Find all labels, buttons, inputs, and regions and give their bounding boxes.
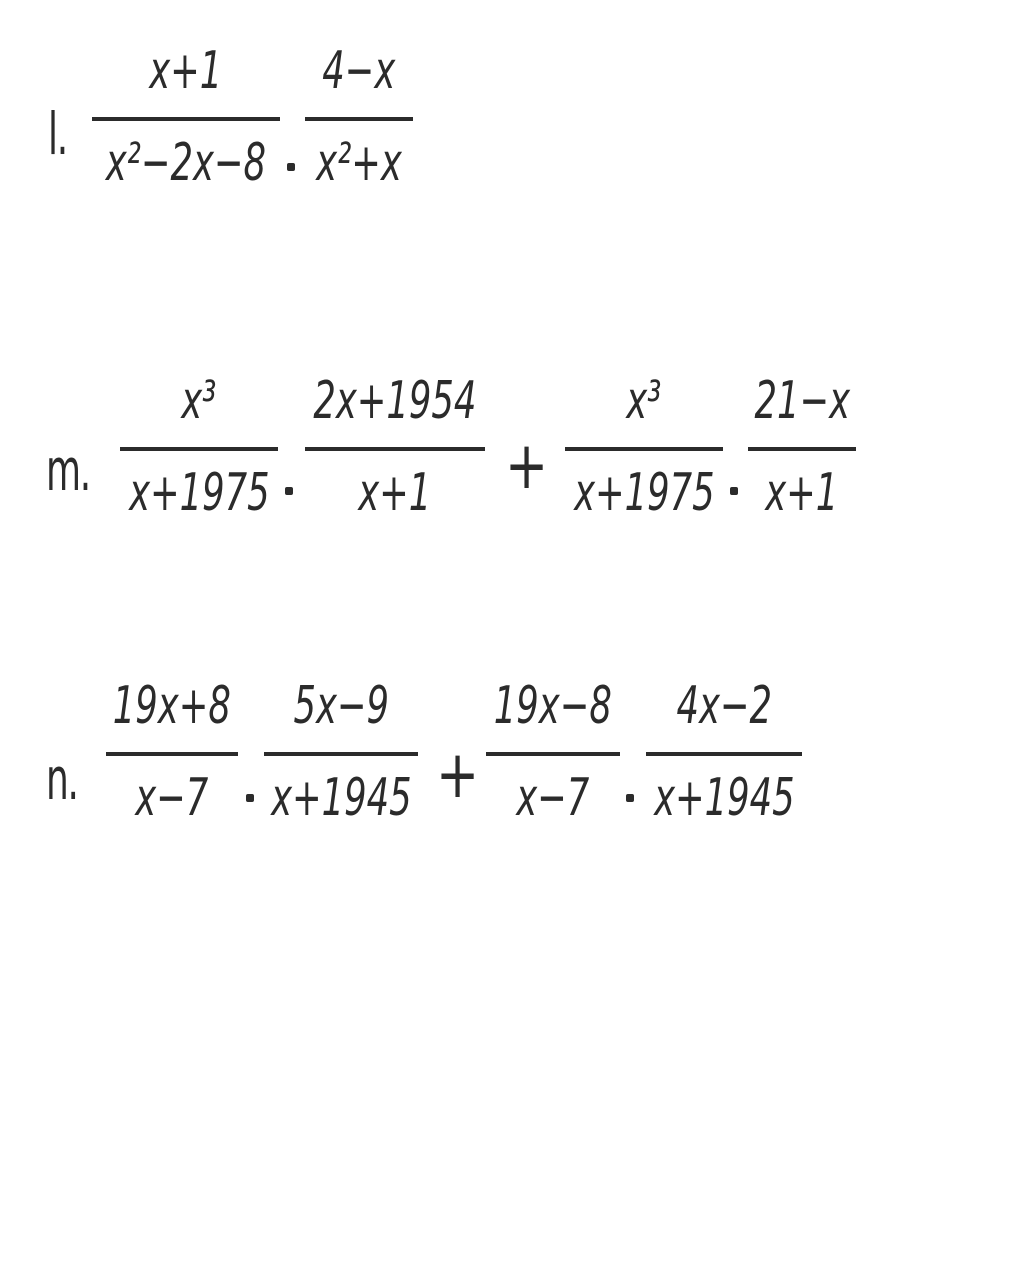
fraction-bar: [305, 447, 485, 451]
fraction-bar: [92, 117, 280, 121]
multiply-dot: [730, 487, 738, 495]
numerator: 4−x: [322, 41, 396, 101]
fraction: [748, 371, 856, 539]
fraction: [120, 371, 278, 539]
problem-l: [0, 41, 1024, 275]
denominator: x²−2x−8: [105, 133, 267, 193]
multiply-dot: [626, 794, 634, 802]
fraction: [264, 676, 418, 844]
denominator: x+1975: [573, 463, 715, 523]
fraction: [646, 676, 802, 844]
problem-m: [0, 371, 1024, 605]
fraction: [92, 41, 280, 209]
problem-n: [0, 676, 1024, 910]
denominator: x+1945: [653, 768, 795, 828]
denominator: x−7: [516, 768, 590, 828]
fraction: [305, 41, 413, 209]
denominator: x+1945: [270, 768, 412, 828]
numerator: x+1: [149, 41, 223, 101]
numerator: x³: [181, 371, 217, 431]
numerator: 2x+1954: [313, 371, 477, 431]
numerator: x³: [626, 371, 662, 431]
problem-label: m.: [46, 436, 90, 504]
fraction: [565, 371, 723, 539]
denominator: x+1: [358, 463, 432, 523]
fraction-bar: [565, 447, 723, 451]
fraction-bar: [646, 752, 802, 756]
fraction-bar: [748, 447, 856, 451]
problem-label: n.: [46, 745, 78, 813]
numerator: 4x−2: [676, 676, 772, 736]
multiply-dot: [287, 163, 295, 171]
fraction: [106, 676, 238, 844]
fraction: [486, 676, 620, 844]
plus-sign: +: [436, 736, 480, 813]
multiply-dot: [285, 487, 293, 495]
multiply-dot: [246, 794, 254, 802]
denominator: x²+x: [316, 133, 402, 193]
fraction-bar: [120, 447, 278, 451]
fraction: [305, 371, 485, 539]
denominator: x−7: [135, 768, 209, 828]
numerator: 5x−9: [293, 676, 389, 736]
numerator: 19x+8: [112, 676, 232, 736]
fraction-bar: [106, 752, 238, 756]
denominator: x+1975: [128, 463, 270, 523]
numerator: 21−x: [754, 371, 850, 431]
fraction-bar: [486, 752, 620, 756]
fraction-bar: [305, 117, 413, 121]
fraction-bar: [264, 752, 418, 756]
problem-label: l.: [48, 100, 67, 168]
plus-sign: +: [505, 427, 549, 504]
denominator: x+1: [765, 463, 839, 523]
numerator: 19x−8: [493, 676, 613, 736]
